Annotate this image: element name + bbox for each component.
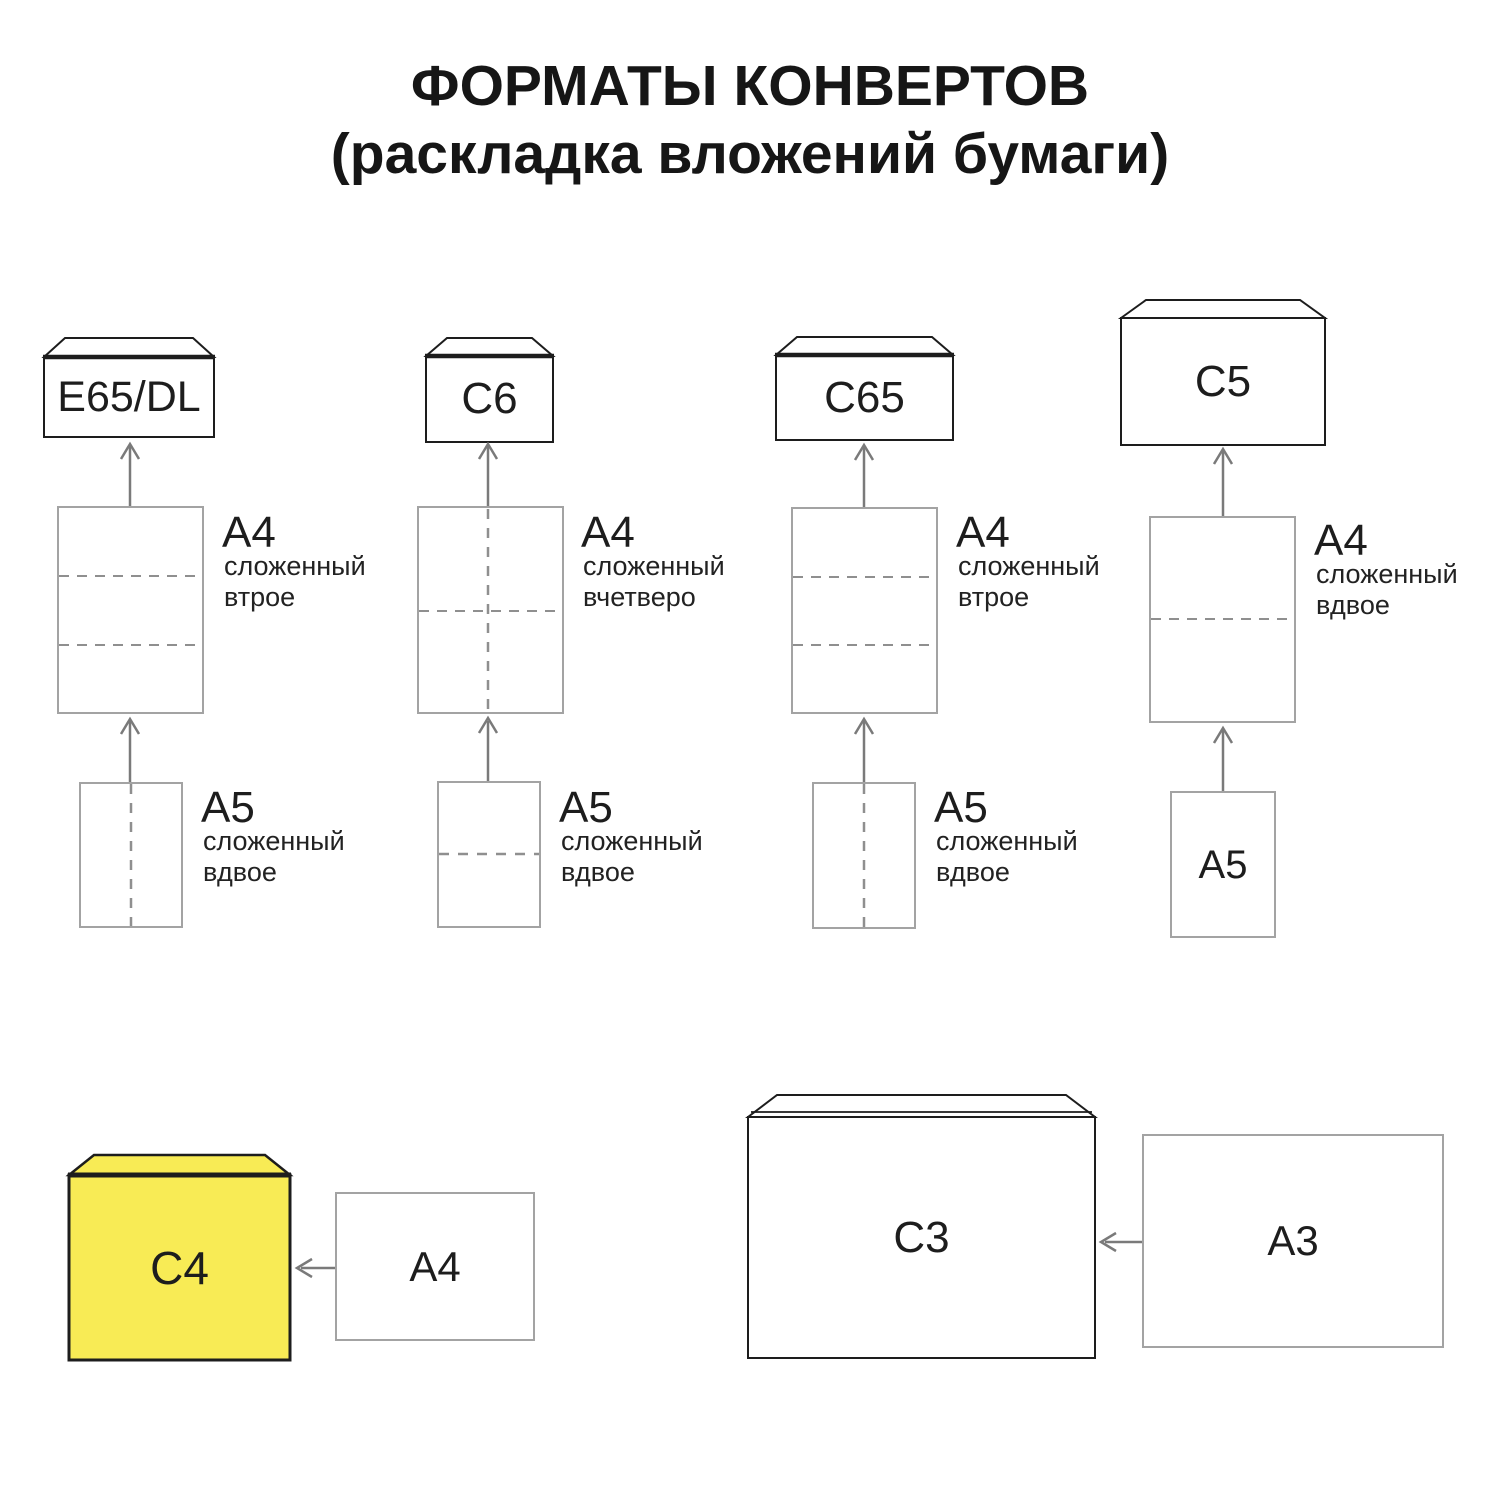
paper-a3-label-bottom: A3 [1267,1217,1319,1264]
arrow-a4-to-c4 [297,1259,336,1277]
paper-a4-label-col1: A4 [222,508,276,557]
title-line2: (раскладка вложений бумаги) [330,122,1170,186]
paper-a4-desc-col2: сложенный вчетверо [583,551,725,612]
paper-a4-desc-col1: сложенный втрое [224,551,366,612]
paper-a4-label-col3: A4 [956,508,1010,557]
arrow-a4-to-c5 [1214,449,1232,517]
paper-a4-folded-three-col1 [58,507,203,713]
paper-a5-desc-col3: сложенный вдвое [936,826,1078,887]
paper-a4-folded-three-col3 [792,508,937,713]
arrow-a4-to-c6 [479,444,497,507]
paper-a5-desc-col1: сложенный вдвое [203,826,345,887]
title-line1: ФОРМАТЫ КОНВЕРТОВ [410,54,1090,118]
paper-a5-label-col1: A5 [201,783,255,832]
paper-a4-folded-four-col2 [418,507,563,713]
envelope-label-c3: C3 [893,1212,950,1262]
arrow-a5-to-a4-col2 [479,718,497,782]
arrow-a4-to-c65 [855,445,873,508]
paper-a5-label-col3: A5 [934,783,988,832]
paper-a5-desc-col2: сложенный вдвое [561,826,703,887]
paper-a5-folded-col3 [813,783,915,928]
arrow-a5-to-a4-col1 [121,719,139,783]
envelope-label-e65dl: E65/DL [57,372,201,421]
paper-a4-label-col4: A4 [1314,516,1368,565]
paper-a5-label-col2: A5 [559,783,613,832]
paper-a5-label-col4: A5 [1198,842,1248,887]
envelope-label-c65: C65 [824,372,905,422]
arrow-a3-to-c3 [1101,1233,1143,1251]
arrow-a5-to-a4-col3 [855,719,873,783]
paper-a4-label-bottom: A4 [409,1242,461,1290]
page-title [0,52,1500,188]
envelope-label-c5: C5 [1194,356,1252,406]
paper-a4-desc-col3: сложенный втрое [958,551,1100,612]
paper-a4-label-col2: A4 [581,508,635,557]
arrow-a5-to-a4-col4 [1214,728,1232,792]
paper-a4-desc-col4: сложенный вдвое [1316,559,1458,620]
arrow-a4-to-e65dl [121,444,139,507]
envelope-label-c6: C6 [461,374,518,423]
envelope-label-c4: C4 [150,1241,209,1294]
paper-a5-folded-col1 [80,783,182,927]
paper-a5-folded-col2 [438,782,540,927]
paper-a4-folded-two-col4 [1150,517,1295,722]
